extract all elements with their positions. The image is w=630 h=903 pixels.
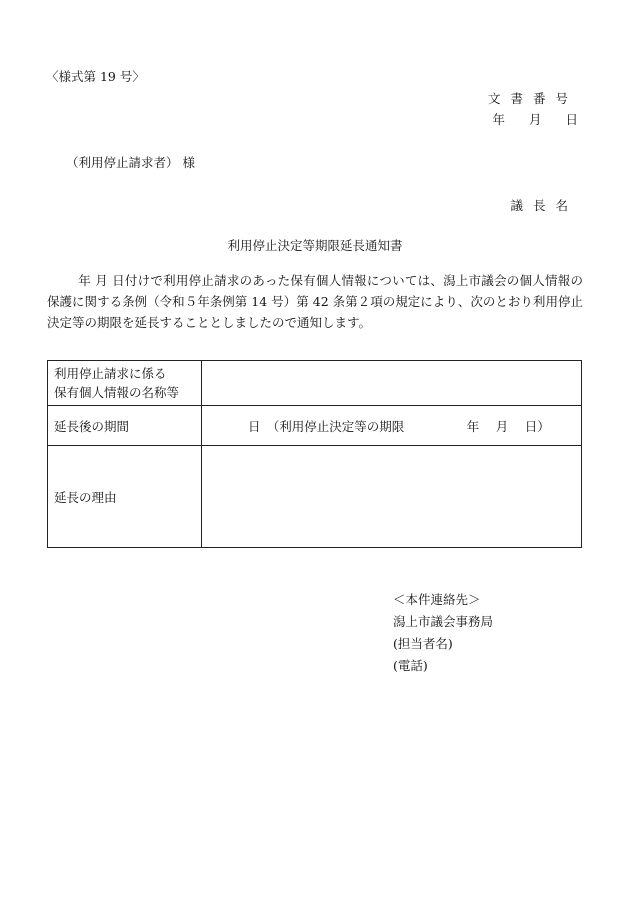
contact-heading: ＜本件連絡先＞ <box>393 592 481 607</box>
table-value-info-name[interactable] <box>202 361 581 405</box>
document-number-label: 文書番号 <box>487 91 578 106</box>
table-row <box>48 406 581 446</box>
table-row <box>48 361 581 406</box>
date-line: 年 月 日 <box>492 112 578 127</box>
form-number: 〈様式第 19 号〉 <box>46 69 145 84</box>
table-label-line: 保有個人情報の名称等 <box>54 385 180 400</box>
body-paragraph: 年 月 日付けで利用停止請求のあった保有個人情報については、潟上市議会の個人情報の保護に関する条例（令和５年条例第 14 号）第 42 条第２項の規定により、次のとおり利用停止決定等の期限を延長することとしましたので通知します。 <box>47 273 583 330</box>
table-value-extension-period[interactable]: 日 （利用停止決定等の期限 年 月 日） <box>248 418 550 434</box>
contact-block <box>393 589 493 677</box>
table-label-line: 利用停止請求に係る <box>54 366 167 381</box>
table-value-reason[interactable] <box>202 446 581 547</box>
info-table <box>47 360 582 548</box>
contact-person: (担当者名) <box>393 636 453 651</box>
contact-phone: (電話) <box>393 658 428 673</box>
table-label-extension-period: 延長後の期間 <box>48 406 202 445</box>
chairperson-name: 議長名 <box>510 198 578 213</box>
table-label-info-name <box>48 361 202 405</box>
document-title: 利用停止決定等期限延長通知書 <box>227 238 403 253</box>
table-label-reason: 延長の理由 <box>48 446 202 547</box>
addressee: （利用停止請求者） 様 <box>66 155 195 170</box>
contact-office: 潟上市議会事務局 <box>393 614 494 629</box>
table-row <box>48 446 581 547</box>
